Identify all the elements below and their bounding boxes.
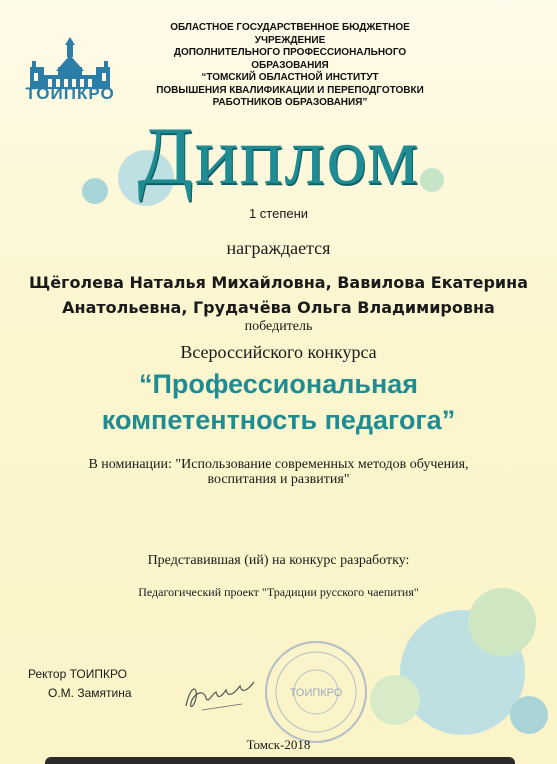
nomination-text bbox=[40, 457, 517, 487]
project-title: Педагогический проект "Традиции русского чаепития" bbox=[138, 585, 419, 599]
contest-name-line: компетентность педагога” bbox=[101, 405, 456, 435]
organization-line: ДОПОЛНИТЕЛЬНОГО ПРОФЕССИОНАЛЬНОГО ОБРАЗОВАНИЯ bbox=[173, 47, 407, 71]
decor-circle bbox=[510, 696, 548, 734]
winner-label: победитель bbox=[244, 319, 313, 334]
rector-title: Ректор ТОИПКРО bbox=[28, 667, 128, 681]
awarded-label: награждается bbox=[226, 238, 331, 258]
decor-circle bbox=[370, 675, 420, 725]
organization-line: “ТОМСКИЙ ОБЛАСТНОЙ ИНСТИТУТ bbox=[201, 72, 379, 83]
recipient-names-line: Щёголева Наталья Михайловна, Вавилова Екатерина bbox=[29, 273, 528, 292]
organization-line: ПОВЫШЕНИЯ КВАЛИФИКАЦИИ И ПЕРЕПОДГОТОВКИ bbox=[156, 84, 424, 96]
rector-name: О.М. Замятина bbox=[48, 686, 132, 700]
contest-name-line: “Профессиональная bbox=[138, 369, 419, 399]
recipient-names bbox=[0, 270, 557, 320]
contest-label: Всероссийского конкурса bbox=[180, 342, 377, 362]
organization-heading bbox=[140, 22, 440, 110]
contest-name bbox=[0, 366, 557, 438]
rector-block bbox=[28, 665, 158, 703]
stamp-icon bbox=[262, 638, 370, 746]
city-year: Томск-2018 bbox=[246, 737, 311, 752]
recipient-names-line: Анатольевна, Грудачёва Ольга Владимировна bbox=[62, 298, 495, 317]
organization-line: ОБЛАСТНОЕ ГОСУДАРСТВЕННОЕ БЮДЖЕТНОЕ УЧРЕЖДЕНИЕ bbox=[170, 22, 410, 46]
signature-icon bbox=[182, 676, 257, 716]
organization-line: РАБОТНИКОВ ОБРАЗОВАНИЯ” bbox=[212, 97, 368, 108]
diploma-title: Диплом bbox=[137, 110, 420, 201]
stamp-text: ТОИПКРО bbox=[289, 687, 343, 699]
logo-text: ТОИПКРО bbox=[25, 84, 115, 103]
diploma-degree: 1 степени bbox=[248, 206, 309, 221]
nomination-line: В номинации: "Использование современных методов обучения, bbox=[88, 457, 469, 472]
viewer-bottom-bar bbox=[45, 757, 515, 764]
nomination-line: воспитания и развития" bbox=[207, 472, 350, 487]
presented-label: Представившая (ий) на конкурс разработку: bbox=[147, 553, 410, 568]
